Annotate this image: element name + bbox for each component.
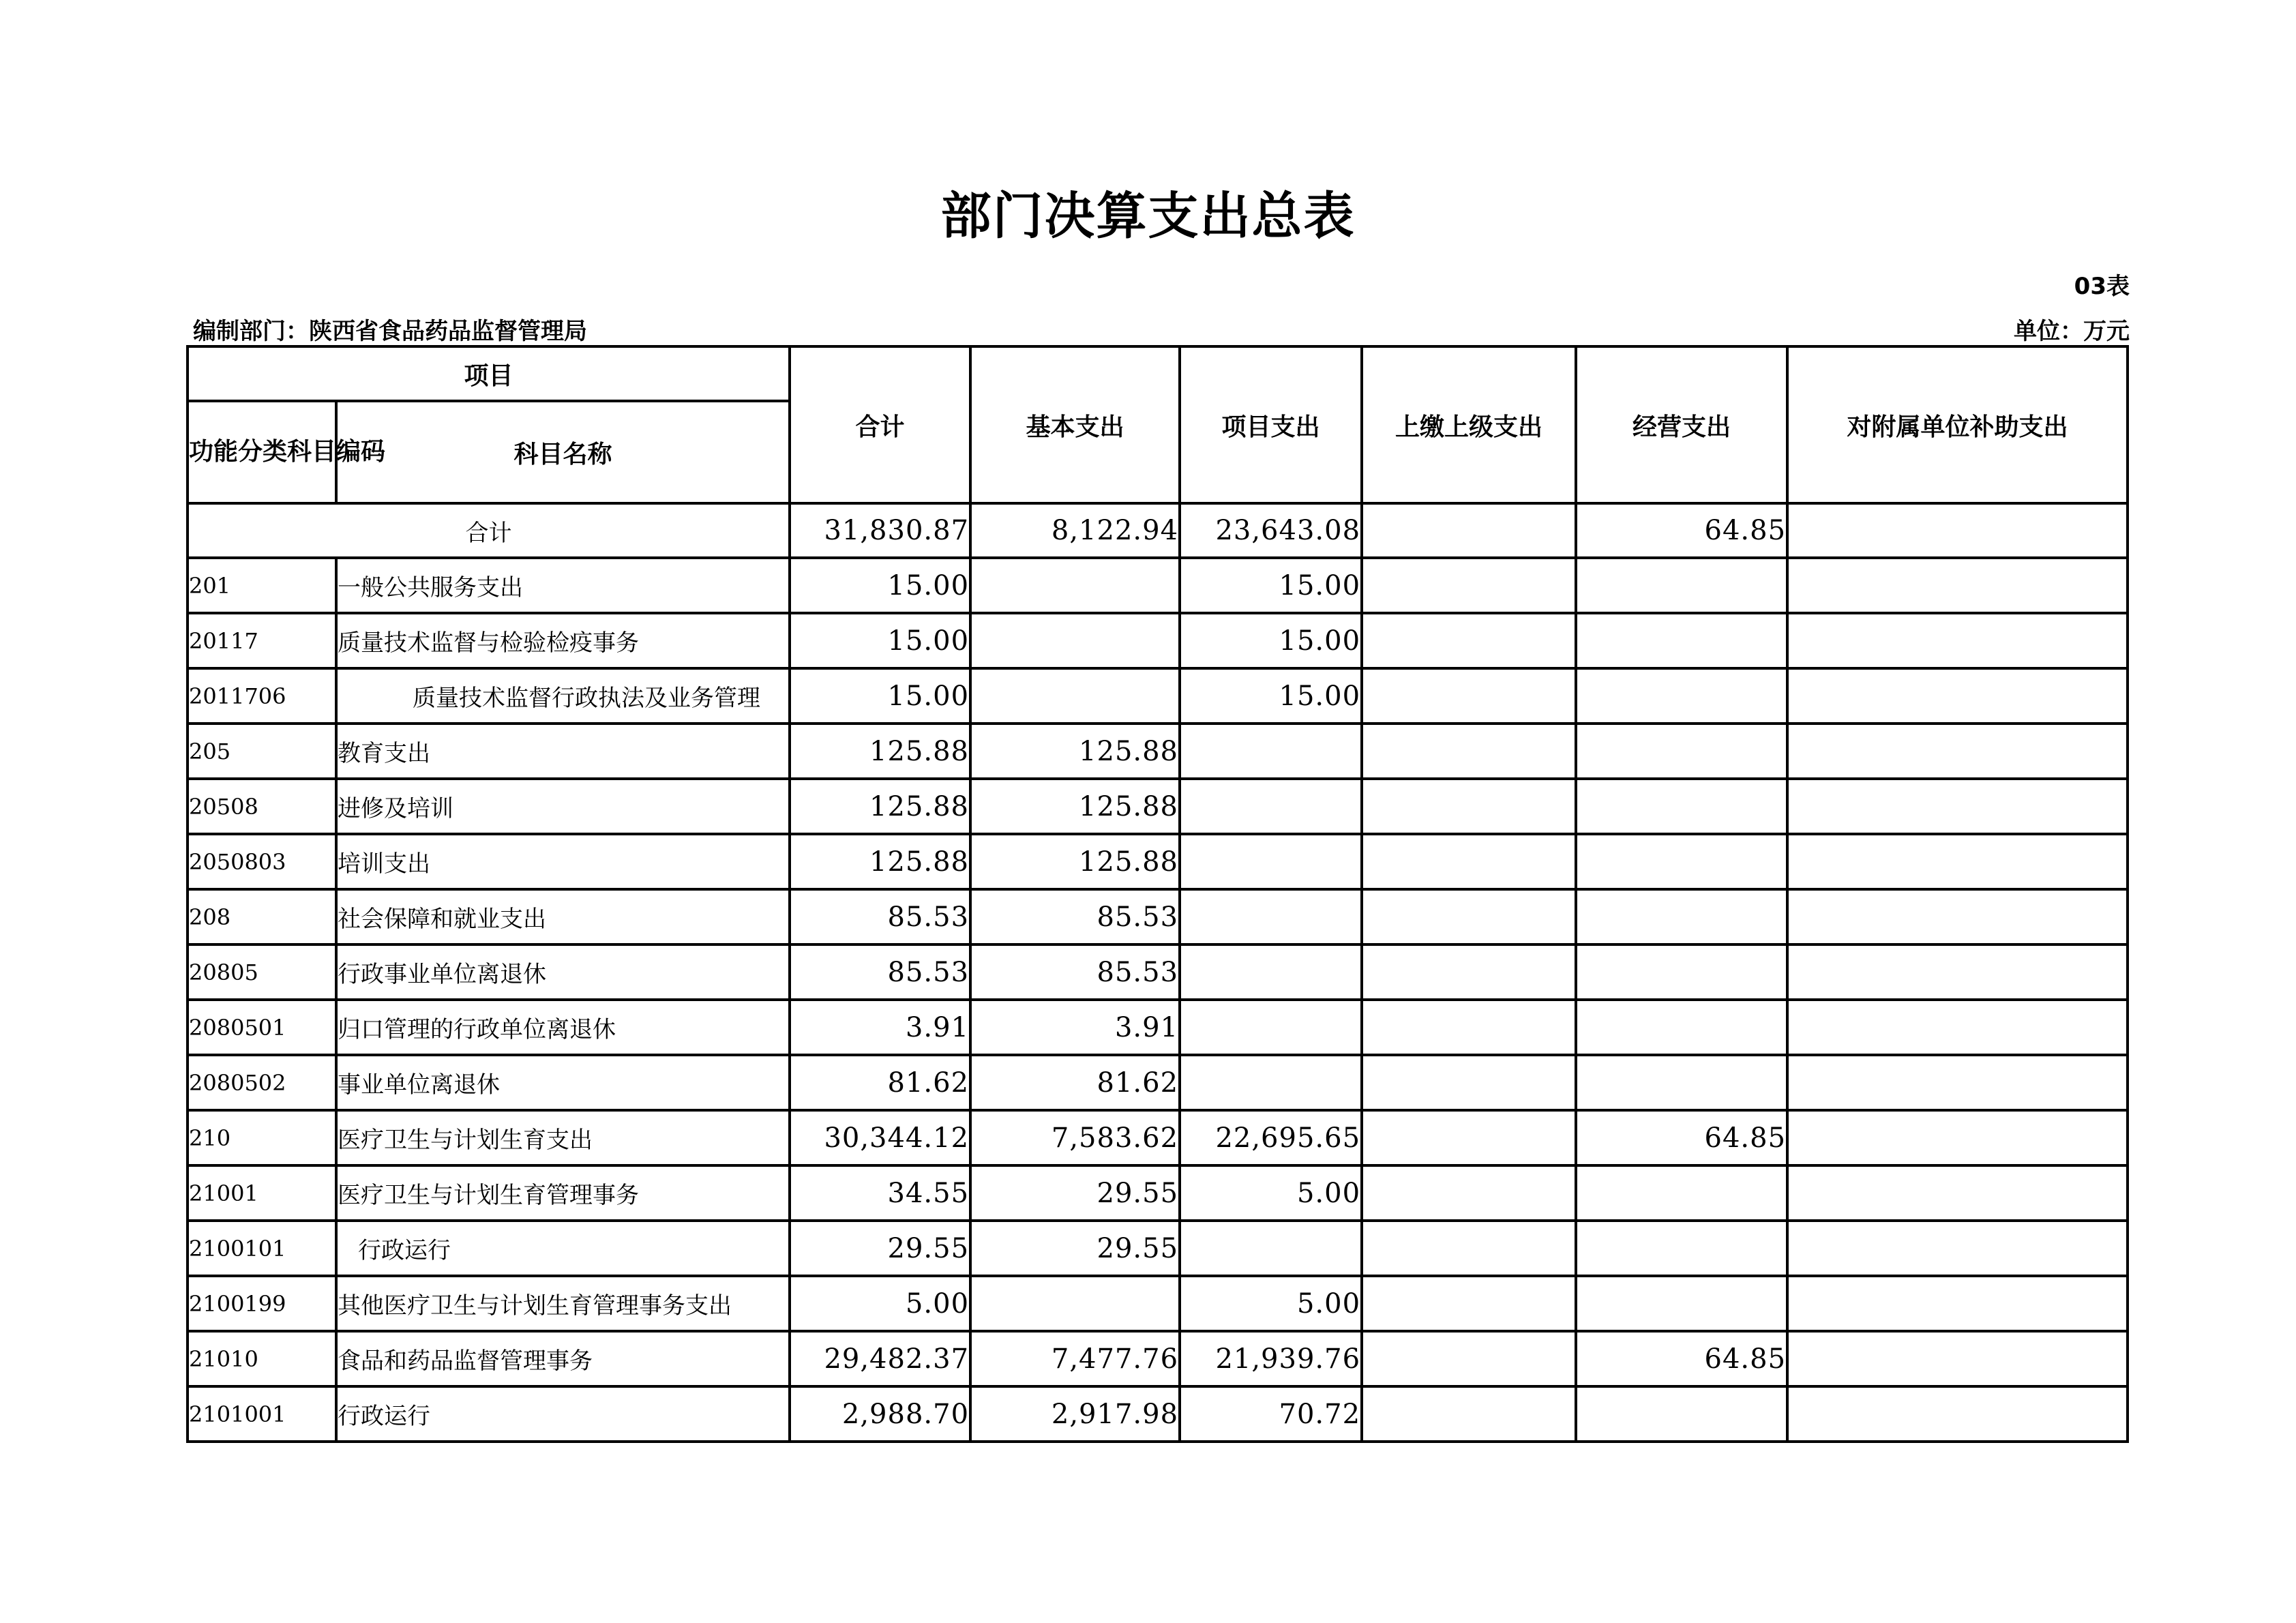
row-cell-business <box>1576 1055 1787 1110</box>
form-number: 03表 <box>2074 273 2130 300</box>
row-cell-proj <box>1180 889 1362 944</box>
row-cell-subsidy <box>1787 889 2128 944</box>
header-name: 科目名称 <box>336 401 790 503</box>
row-cell-proj: 15.00 <box>1180 613 1362 668</box>
row-name: 一般公共服务支出 <box>336 558 790 613</box>
row-cell-total: 3.91 <box>790 1000 970 1055</box>
row-cell-subsidy <box>1787 834 2128 889</box>
row-cell-subsidy <box>1787 613 2128 668</box>
row-cell-subsidy <box>1787 1055 2128 1110</box>
row-code: 2100199 <box>188 1276 336 1331</box>
row-cell-upper <box>1362 1276 1576 1331</box>
total-cell-upper <box>1362 503 1576 558</box>
row-cell-basic <box>970 668 1180 724</box>
row-cell-total: 30,344.12 <box>790 1110 970 1165</box>
row-cell-proj: 21,939.76 <box>1180 1331 1362 1386</box>
table-row <box>188 724 2128 779</box>
row-cell-business <box>1576 834 1787 889</box>
row-code: 208 <box>188 889 336 944</box>
row-cell-subsidy <box>1787 1276 2128 1331</box>
row-cell-proj <box>1180 724 1362 779</box>
row-cell-upper <box>1362 944 1576 1000</box>
row-cell-proj <box>1180 1221 1362 1276</box>
row-cell-basic: 7,583.62 <box>970 1110 1180 1165</box>
row-cell-proj <box>1180 1000 1362 1055</box>
table-row <box>188 834 2128 889</box>
table-row <box>188 1055 2128 1110</box>
department-label: 编制部门：陕西省食品药品监督管理局 <box>193 318 587 345</box>
unit-label: 单位：万元 <box>2014 318 2130 345</box>
row-cell-subsidy <box>1787 1331 2128 1386</box>
row-cell-subsidy <box>1787 668 2128 724</box>
row-code: 21010 <box>188 1331 336 1386</box>
row-name: 事业单位离退休 <box>336 1055 790 1110</box>
row-cell-subsidy <box>1787 558 2128 613</box>
row-cell-business <box>1576 613 1787 668</box>
table-row <box>188 1000 2128 1055</box>
row-cell-business <box>1576 1221 1787 1276</box>
row-name: 行政事业单位离退休 <box>336 944 790 1000</box>
row-cell-business <box>1576 1386 1787 1442</box>
header-project: 项目 <box>188 346 790 401</box>
row-name: 质量技术监督与检验检疫事务 <box>336 613 790 668</box>
row-cell-basic: 125.88 <box>970 724 1180 779</box>
row-name: 教育支出 <box>336 724 790 779</box>
row-cell-total: 85.53 <box>790 889 970 944</box>
row-name: 其他医疗卫生与计划生育管理事务支出 <box>336 1276 790 1331</box>
row-name: 进修及培训 <box>336 779 790 834</box>
table-row <box>188 613 2128 668</box>
row-cell-proj: 15.00 <box>1180 558 1362 613</box>
row-name: 医疗卫生与计划生育管理事务 <box>336 1165 790 1221</box>
expenditure-table <box>186 345 2129 1443</box>
row-cell-upper <box>1362 558 1576 613</box>
row-code: 2011706 <box>188 668 336 724</box>
row-cell-basic: 125.88 <box>970 779 1180 834</box>
table-row <box>188 1221 2128 1276</box>
row-cell-basic: 81.62 <box>970 1055 1180 1110</box>
row-name: 食品和药品监督管理事务 <box>336 1331 790 1386</box>
row-cell-basic: 85.53 <box>970 944 1180 1000</box>
row-code: 2100101 <box>188 1221 336 1276</box>
row-name: 行政运行 <box>336 1221 790 1276</box>
table-row <box>188 944 2128 1000</box>
row-cell-upper <box>1362 1055 1576 1110</box>
row-cell-subsidy <box>1787 1165 2128 1221</box>
row-cell-total: 34.55 <box>790 1165 970 1221</box>
row-code: 20117 <box>188 613 336 668</box>
row-name: 培训支出 <box>336 834 790 889</box>
row-cell-subsidy <box>1787 779 2128 834</box>
row-cell-basic: 7,477.76 <box>970 1331 1180 1386</box>
total-row <box>188 503 2128 558</box>
table-row <box>188 1110 2128 1165</box>
row-cell-business <box>1576 944 1787 1000</box>
row-cell-business <box>1576 724 1787 779</box>
row-cell-proj <box>1180 779 1362 834</box>
row-code: 210 <box>188 1110 336 1165</box>
row-cell-basic <box>970 558 1180 613</box>
table-row <box>188 1386 2128 1442</box>
row-cell-business <box>1576 1165 1787 1221</box>
row-cell-total: 15.00 <box>790 558 970 613</box>
table-row <box>188 668 2128 724</box>
row-cell-upper <box>1362 779 1576 834</box>
row-cell-business <box>1576 1276 1787 1331</box>
row-cell-total: 15.00 <box>790 668 970 724</box>
row-cell-upper <box>1362 1386 1576 1442</box>
row-cell-upper <box>1362 834 1576 889</box>
header-project-expense: 项目支出 <box>1180 346 1362 503</box>
row-cell-business <box>1576 779 1787 834</box>
row-cell-upper <box>1362 1221 1576 1276</box>
header-upper: 上缴上级支出 <box>1362 346 1576 503</box>
row-cell-basic <box>970 613 1180 668</box>
table-row <box>188 779 2128 834</box>
row-code: 20805 <box>188 944 336 1000</box>
row-cell-subsidy <box>1787 1221 2128 1276</box>
total-cell-basic: 8,122.94 <box>970 503 1180 558</box>
total-cell-subsidy <box>1787 503 2128 558</box>
row-cell-upper <box>1362 1331 1576 1386</box>
header-basic: 基本支出 <box>970 346 1180 503</box>
row-cell-subsidy <box>1787 724 2128 779</box>
row-code: 2101001 <box>188 1386 336 1442</box>
row-cell-business <box>1576 1000 1787 1055</box>
table-row <box>188 1276 2128 1331</box>
table-row <box>188 1165 2128 1221</box>
row-name: 医疗卫生与计划生育支出 <box>336 1110 790 1165</box>
row-cell-subsidy <box>1787 1110 2128 1165</box>
total-cell-business: 64.85 <box>1576 503 1787 558</box>
header-subsidy: 对附属单位补助支出 <box>1787 346 2128 503</box>
header-total: 合计 <box>790 346 970 503</box>
page-title: 部门决算支出总表 <box>940 187 1356 245</box>
total-cell-total: 31,830.87 <box>790 503 970 558</box>
row-cell-basic: 85.53 <box>970 889 1180 944</box>
row-cell-proj: 5.00 <box>1180 1165 1362 1221</box>
row-cell-upper <box>1362 1165 1576 1221</box>
row-cell-proj <box>1180 944 1362 1000</box>
row-code: 20508 <box>188 779 336 834</box>
row-cell-business: 64.85 <box>1576 1331 1787 1386</box>
row-code: 201 <box>188 558 336 613</box>
row-cell-subsidy <box>1787 1386 2128 1442</box>
row-cell-business: 64.85 <box>1576 1110 1787 1165</box>
header-code: 功能分类科目编码 <box>188 401 336 503</box>
row-cell-total: 2,988.70 <box>790 1386 970 1442</box>
row-cell-business <box>1576 558 1787 613</box>
row-cell-total: 125.88 <box>790 779 970 834</box>
row-name: 质量技术监督行政执法及业务管理 <box>336 668 790 724</box>
row-cell-basic: 29.55 <box>970 1221 1180 1276</box>
row-cell-upper <box>1362 724 1576 779</box>
row-cell-proj: 22,695.65 <box>1180 1110 1362 1165</box>
row-name: 归口管理的行政单位离退休 <box>336 1000 790 1055</box>
row-code: 2080501 <box>188 1000 336 1055</box>
row-cell-basic: 125.88 <box>970 834 1180 889</box>
row-cell-total: 29,482.37 <box>790 1331 970 1386</box>
total-label: 合计 <box>188 503 790 558</box>
table-row <box>188 1331 2128 1386</box>
row-code: 2050803 <box>188 834 336 889</box>
row-cell-upper <box>1362 889 1576 944</box>
row-cell-total: 125.88 <box>790 724 970 779</box>
row-cell-business <box>1576 889 1787 944</box>
row-cell-total: 85.53 <box>790 944 970 1000</box>
row-cell-upper <box>1362 668 1576 724</box>
row-cell-business <box>1576 668 1787 724</box>
row-cell-basic: 3.91 <box>970 1000 1180 1055</box>
row-name: 行政运行 <box>336 1386 790 1442</box>
row-code: 205 <box>188 724 336 779</box>
total-cell-project: 23,643.08 <box>1180 503 1362 558</box>
row-cell-upper <box>1362 1000 1576 1055</box>
header-business: 经营支出 <box>1576 346 1787 503</box>
row-cell-basic: 2,917.98 <box>970 1386 1180 1442</box>
row-code: 21001 <box>188 1165 336 1221</box>
row-cell-upper <box>1362 613 1576 668</box>
row-cell-total: 125.88 <box>790 834 970 889</box>
table-row <box>188 889 2128 944</box>
row-cell-proj: 15.00 <box>1180 668 1362 724</box>
row-cell-proj <box>1180 1055 1362 1110</box>
row-cell-proj: 70.72 <box>1180 1386 1362 1442</box>
row-cell-total: 15.00 <box>790 613 970 668</box>
row-name: 社会保障和就业支出 <box>336 889 790 944</box>
row-code: 2080502 <box>188 1055 336 1110</box>
row-cell-subsidy <box>1787 944 2128 1000</box>
row-cell-basic: 29.55 <box>970 1165 1180 1221</box>
row-cell-proj <box>1180 834 1362 889</box>
row-cell-subsidy <box>1787 1000 2128 1055</box>
row-cell-total: 29.55 <box>790 1221 970 1276</box>
row-cell-total: 81.62 <box>790 1055 970 1110</box>
row-cell-upper <box>1362 1110 1576 1165</box>
table-row <box>188 558 2128 613</box>
row-cell-total: 5.00 <box>790 1276 970 1331</box>
row-cell-proj: 5.00 <box>1180 1276 1362 1331</box>
row-cell-basic <box>970 1276 1180 1331</box>
